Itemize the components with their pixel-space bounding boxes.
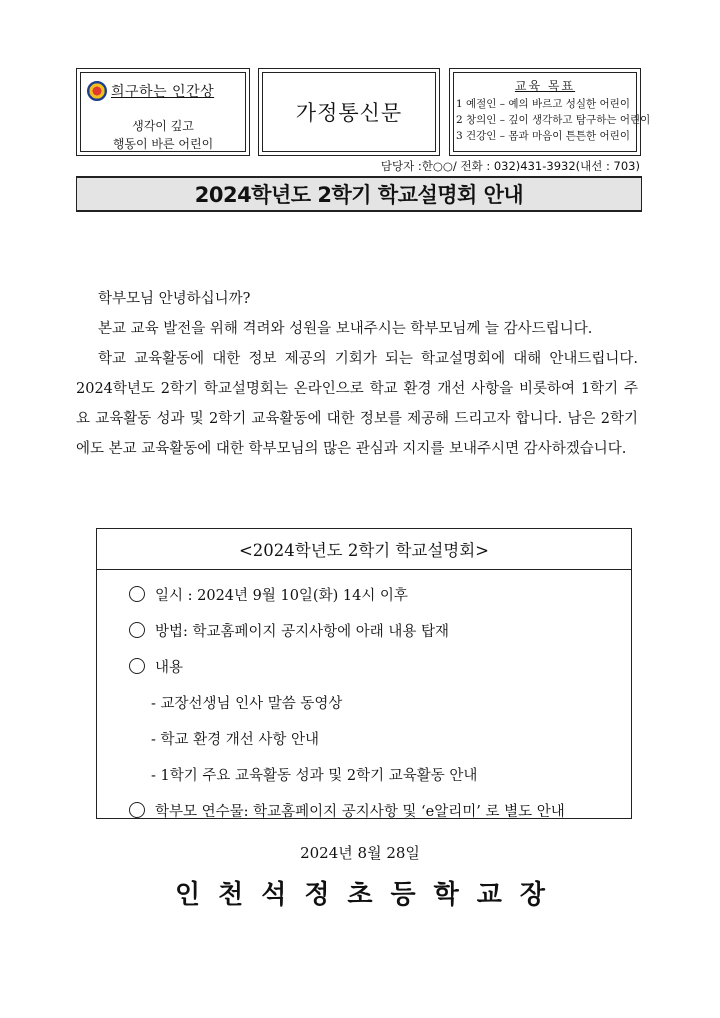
goals-title: 교육 목표 bbox=[514, 79, 576, 93]
contents-row bbox=[97, 648, 631, 684]
circle-bullet-icon bbox=[129, 658, 145, 674]
contents-item bbox=[97, 720, 631, 756]
motto-line: 행동이 바른 어린이 bbox=[112, 137, 214, 151]
contents-item-text: - 학교 환경 개선 사항 안내 bbox=[151, 731, 320, 748]
motto-title-row bbox=[87, 81, 214, 101]
document-title: 2024학년도 2학기 학교설명회 안내 bbox=[76, 176, 642, 212]
contents-item-text: - 1학기 주요 교육활동 성과 및 2학기 교육활동 안내 bbox=[151, 767, 478, 784]
datetime-text: 일시 : 2024년 9월 10일(화) 14시 이후 bbox=[155, 587, 408, 604]
contents-item-text: - 교장선생님 인사 말씀 동영상 bbox=[151, 695, 343, 712]
circle-bullet-icon bbox=[129, 802, 145, 818]
motto-text bbox=[77, 117, 249, 153]
datetime-row bbox=[97, 576, 631, 612]
signer-name: 인천석정초등학교장 bbox=[174, 880, 564, 910]
thanks-paragraph: 본교 교육 발전을 위해 격려와 성원을 보내주시는 학부모님께 늘 감사드립니다. bbox=[98, 321, 593, 337]
greeting: 학부모님 안녕하십니까? bbox=[98, 291, 251, 307]
newsletter-box bbox=[258, 68, 440, 156]
briefing-info-box bbox=[96, 528, 632, 819]
method-row bbox=[97, 612, 631, 648]
briefing-heading: <2024학년도 2학기 학교설명회> bbox=[97, 529, 631, 570]
education-goals-box bbox=[449, 68, 651, 156]
motto-line: 생각이 깊고 bbox=[132, 119, 194, 133]
circle-bullet-icon bbox=[129, 622, 145, 638]
circle-bullet-icon bbox=[129, 586, 145, 602]
newsletter-title: 가정통신문 bbox=[295, 101, 403, 125]
method-text: 방법: 학교홈페이지 공지사항에 아래 내용 탑재 bbox=[155, 623, 450, 640]
letter-body bbox=[76, 284, 638, 464]
motto-box bbox=[76, 68, 250, 156]
motto-title: 희구하는 인간상 bbox=[111, 84, 215, 100]
training-text: 학부모 연수물: 학교홈페이지 공지사항 및 ‘e알리미’ 로 별도 안내 bbox=[155, 803, 565, 820]
issue-date: 2024년 8월 28일 bbox=[300, 844, 420, 862]
contents-label: 내용 bbox=[155, 659, 184, 676]
contents-item bbox=[97, 756, 631, 792]
goal-item: 1 예절인 – 예의 바르고 성실한 어린이 bbox=[456, 98, 630, 110]
goal-item: 3 건강인 – 몸과 마음이 튼튼한 어린이 bbox=[456, 130, 630, 142]
contents-item bbox=[97, 684, 631, 720]
goal-item: 2 창의인 – 깊이 생각하고 탐구하는 어린이 bbox=[456, 114, 651, 126]
goals-list bbox=[456, 96, 650, 144]
contact-info: 담당자 :한○○/ 전화 : 032)431-3932(내선 : 703) bbox=[380, 159, 640, 173]
school-emblem-icon bbox=[87, 81, 107, 101]
training-row bbox=[97, 792, 631, 828]
main-paragraph: 학교 교육활동에 대한 정보 제공의 기회가 되는 학교설명회에 대해 안내드립니다. 2024학년도 2학기 학교설명회는 온라인으로 학교 환경 개선 사항을 비롯하여 1학기 주요 교육활동 성과 및 2학기 교육활동에 대한 정보를 제공해 드리고자 합니다. 남은 2학기에도 본교 교육활동에 대한 학부모님의 많은 관심과 지지를 보내주시면 감사하겠습니다. bbox=[76, 351, 638, 457]
briefing-details bbox=[97, 570, 631, 828]
